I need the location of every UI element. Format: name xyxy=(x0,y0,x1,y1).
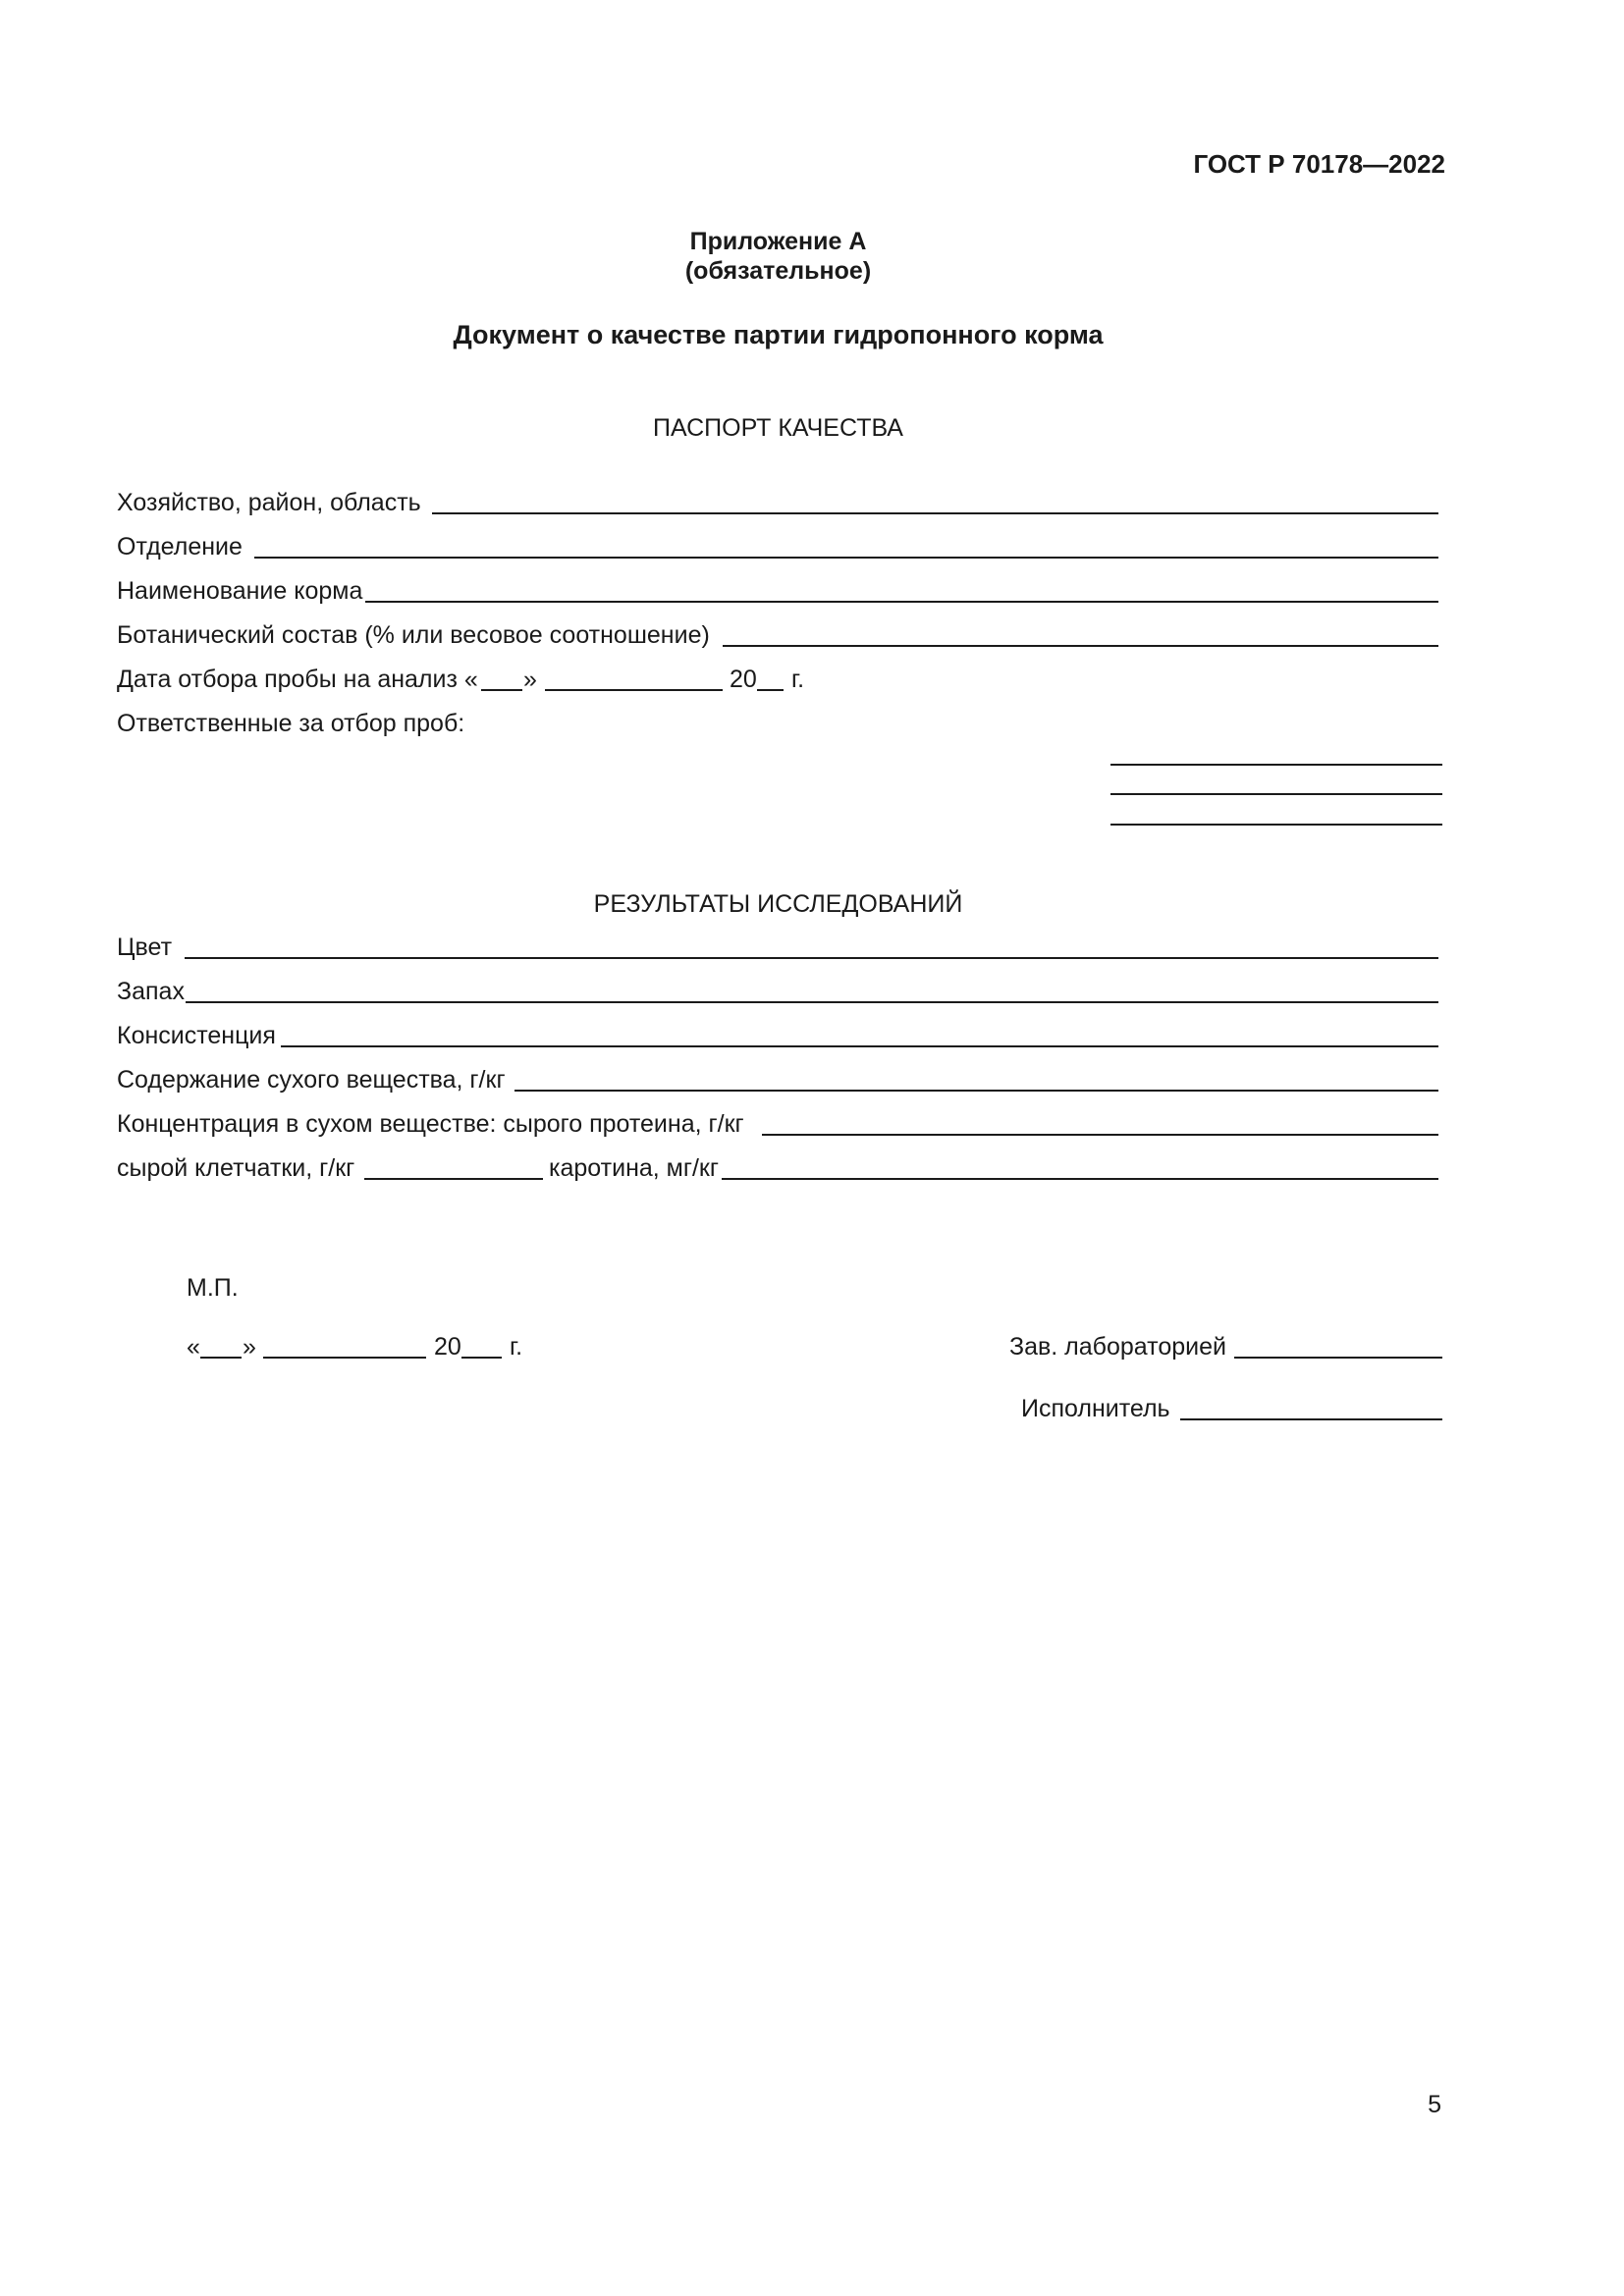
sign-date-day-field[interactable] xyxy=(200,1357,242,1359)
results-heading: РЕЗУЛЬТАТЫ ИССЛЕДОВАНИЙ xyxy=(593,890,963,918)
sample-date-year: 20 xyxy=(730,666,757,693)
passport-heading: ПАСПОРТ КАЧЕСТВА xyxy=(653,414,903,442)
farm-field[interactable] xyxy=(432,512,1438,514)
sign-date-close: » xyxy=(243,1333,256,1361)
sample-date-quote: » xyxy=(523,666,537,693)
botanical-field[interactable] xyxy=(723,645,1438,647)
page-number: 5 xyxy=(1428,2091,1441,2118)
sample-date-month-field[interactable] xyxy=(545,689,723,691)
sample-date-day-field[interactable] xyxy=(481,689,522,691)
dry-matter-label: Содержание сухого вещества, г/кг xyxy=(117,1066,506,1094)
executor-label: Исполнитель xyxy=(1021,1395,1170,1422)
feed-name-field[interactable] xyxy=(365,601,1438,603)
appendix-title: Приложение А xyxy=(689,228,867,255)
dry-matter-field[interactable] xyxy=(514,1090,1438,1092)
lab-head-signature-field[interactable] xyxy=(1234,1357,1442,1359)
appendix-status: (обязательное) xyxy=(684,257,872,285)
sign-date-year-field[interactable] xyxy=(461,1357,502,1359)
carotene-field[interactable] xyxy=(722,1178,1438,1180)
sample-date-suffix: г. xyxy=(791,666,805,693)
stamp-label: М.П. xyxy=(187,1274,239,1302)
protein-field[interactable] xyxy=(762,1134,1438,1136)
smell-field[interactable] xyxy=(186,1001,1438,1003)
sign-date-month-field[interactable] xyxy=(263,1357,426,1359)
sample-date-prefix: Дата отбора пробы на анализ « xyxy=(117,666,478,693)
sample-date-year-field[interactable] xyxy=(757,689,784,691)
responsible-field-1[interactable] xyxy=(1110,764,1442,766)
color-label: Цвет xyxy=(117,934,173,961)
smell-label: Запах xyxy=(117,978,185,1005)
executor-signature-field[interactable] xyxy=(1180,1418,1442,1420)
carotene-label: каротина, мг/кг xyxy=(549,1154,719,1182)
department-label: Отделение xyxy=(117,533,243,561)
document-title: Документ о качестве партии гидропонного корма xyxy=(453,320,1104,349)
consistency-label: Консистенция xyxy=(117,1022,276,1049)
responsible-field-3[interactable] xyxy=(1110,824,1442,826)
color-field[interactable] xyxy=(185,957,1438,959)
lab-head-label: Зав. лабораторией xyxy=(1009,1333,1226,1361)
consistency-field[interactable] xyxy=(281,1045,1438,1047)
document-code: ГОСТ Р 70178—2022 xyxy=(1193,149,1445,179)
botanical-label: Ботанический состав (% или весовое соотношение) xyxy=(117,621,710,649)
responsible-field-2[interactable] xyxy=(1110,793,1442,795)
sign-date-open: « xyxy=(187,1333,200,1361)
department-field[interactable] xyxy=(254,557,1438,559)
fiber-label: сырой клетчатки, г/кг xyxy=(117,1154,355,1182)
farm-label: Хозяйство, район, область xyxy=(117,489,421,516)
sign-date-year: 20 xyxy=(434,1333,461,1361)
fiber-field[interactable] xyxy=(364,1178,543,1180)
responsible-label: Ответственные за отбор проб: xyxy=(117,710,465,737)
sign-date-suffix: г. xyxy=(510,1333,523,1361)
protein-label: Концентрация в сухом веществе: сырого протеина, г/кг xyxy=(117,1110,744,1138)
feed-name-label: Наименование корма xyxy=(117,577,363,605)
